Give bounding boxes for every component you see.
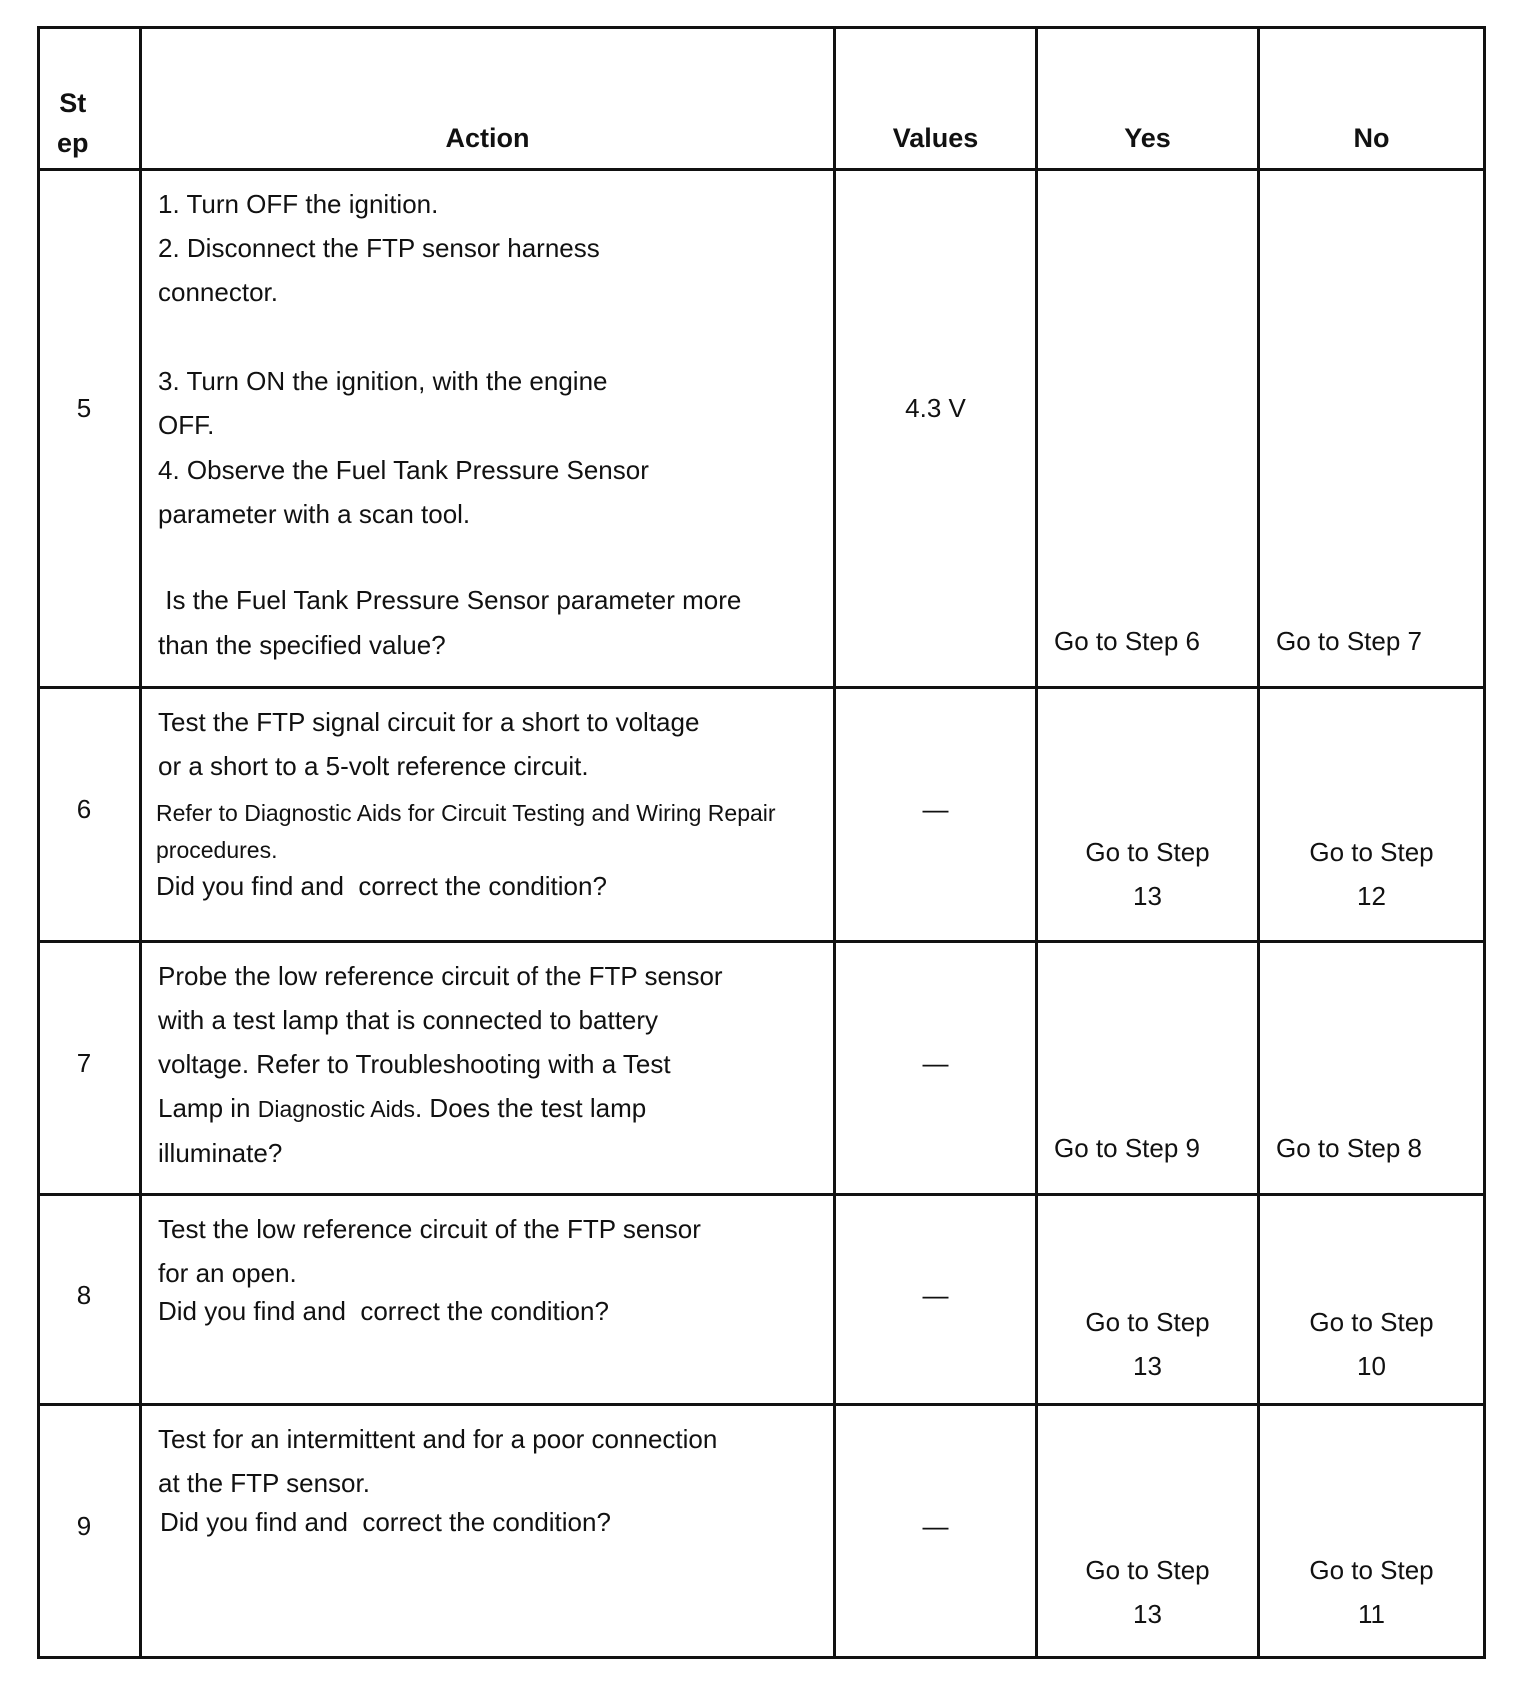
action-line: voltage. Refer to Troubleshooting with a Test [158, 1049, 671, 1079]
values-cell [835, 688, 1037, 942]
action-line: Lamp in Diagnostic Aids. Does the test lamp [158, 1093, 647, 1123]
action-line: illuminate? [158, 1138, 283, 1168]
no-target: Go to Step 10 [1309, 1307, 1434, 1381]
step-cell [39, 942, 141, 1195]
step-cell [39, 1195, 141, 1405]
yes-target: Go to Step 13 [1085, 1307, 1210, 1381]
diagnostic-aids-reference: Diagnostic Aids [257, 1096, 415, 1122]
step-number: 5 [76, 393, 92, 423]
table-row [39, 942, 1485, 1195]
action-line: at the FTP sensor. [158, 1468, 370, 1498]
step-cell [39, 170, 141, 688]
no-cell [1259, 1405, 1485, 1658]
action-line: Refer to Diagnostic Aids for Circuit Testing and Wiring Repair [156, 800, 776, 826]
values-cell [835, 170, 1037, 688]
action-line: or a short to a 5-volt reference circuit. [158, 751, 589, 781]
action-cell [141, 170, 835, 688]
value-text: 4.3 V [905, 393, 966, 423]
action-cell [141, 688, 835, 942]
action-line: Probe the low reference circuit of the FTP sensor [158, 961, 723, 991]
step-number: 8 [76, 1280, 92, 1310]
value-text: — [922, 1048, 949, 1078]
table-row [39, 688, 1485, 942]
header-step [39, 28, 141, 170]
step-cell [39, 1405, 141, 1658]
action-line: connector. [158, 277, 278, 307]
action-line: 4. Observe the Fuel Tank Pressure Sensor [158, 455, 649, 485]
action-line: Did you find and correct the condition? [160, 1507, 611, 1537]
action-cell [141, 1195, 835, 1405]
action-line: Test the low reference circuit of the FTP sensor [158, 1214, 701, 1244]
yes-cell [1037, 1405, 1259, 1658]
no-cell [1259, 942, 1485, 1195]
step-number: 7 [76, 1048, 92, 1078]
action-line: procedures. [156, 837, 278, 863]
values-cell [835, 942, 1037, 1195]
yes-target: Go to Step 9 [1054, 1133, 1200, 1163]
action-cell [141, 1405, 835, 1658]
action-line: 2. Disconnect the FTP sensor harness [158, 233, 600, 263]
no-target: Go to Step 11 [1309, 1555, 1434, 1629]
yes-cell [1037, 170, 1259, 688]
header-yes: Yes [1037, 28, 1259, 170]
no-cell [1259, 1195, 1485, 1405]
step-number: 9 [76, 1511, 92, 1541]
action-line: Test the FTP signal circuit for a short to voltage [158, 707, 700, 737]
no-cell [1259, 688, 1485, 942]
value-text: — [922, 794, 949, 824]
header-step-line2: ep [57, 128, 89, 158]
yes-cell [1037, 1195, 1259, 1405]
header-step-line1: St [59, 88, 87, 118]
step-number: 6 [76, 794, 92, 824]
table-row [39, 170, 1485, 688]
action-line: Did you find and correct the condition? [156, 871, 607, 901]
yes-cell [1037, 688, 1259, 942]
value-text: — [922, 1280, 949, 1310]
table-row [39, 1405, 1485, 1658]
yes-target: Go to Step 6 [1054, 626, 1200, 656]
value-text: — [922, 1511, 949, 1541]
yes-target: Go to Step 13 [1085, 1555, 1210, 1629]
action-line: OFF. [158, 410, 215, 440]
diagnostic-table [37, 26, 1486, 1659]
no-target: Go to Step 7 [1276, 626, 1422, 656]
values-cell [835, 1195, 1037, 1405]
action-line: 1. Turn OFF the ignition. [158, 189, 439, 219]
diagnostic-table-container [37, 26, 1486, 1659]
action-line: Did you find and correct the condition? [158, 1296, 609, 1326]
action-line: 3. Turn ON the ignition, with the engine [158, 366, 608, 396]
action-line: Is the Fuel Tank Pressure Sensor parameter more [158, 585, 742, 615]
action-line: parameter with a scan tool. [158, 499, 471, 529]
action-line: with a test lamp that is connected to battery [158, 1005, 659, 1035]
action-line: Test for an intermittent and for a poor connection [158, 1424, 718, 1454]
values-cell [835, 1405, 1037, 1658]
action-line: for an open. [158, 1258, 297, 1288]
header-action: Action [141, 28, 835, 170]
table-header-row [39, 28, 1485, 170]
action-cell [141, 942, 835, 1195]
action-line: than the specified value? [158, 630, 446, 660]
header-no: No [1259, 28, 1485, 170]
header-values: Values [835, 28, 1037, 170]
no-target: Go to Step 12 [1309, 837, 1434, 911]
no-target: Go to Step 8 [1276, 1133, 1422, 1163]
yes-cell [1037, 942, 1259, 1195]
no-cell [1259, 170, 1485, 688]
table-row [39, 1195, 1485, 1405]
yes-target: Go to Step 13 [1085, 837, 1210, 911]
step-cell [39, 688, 141, 942]
